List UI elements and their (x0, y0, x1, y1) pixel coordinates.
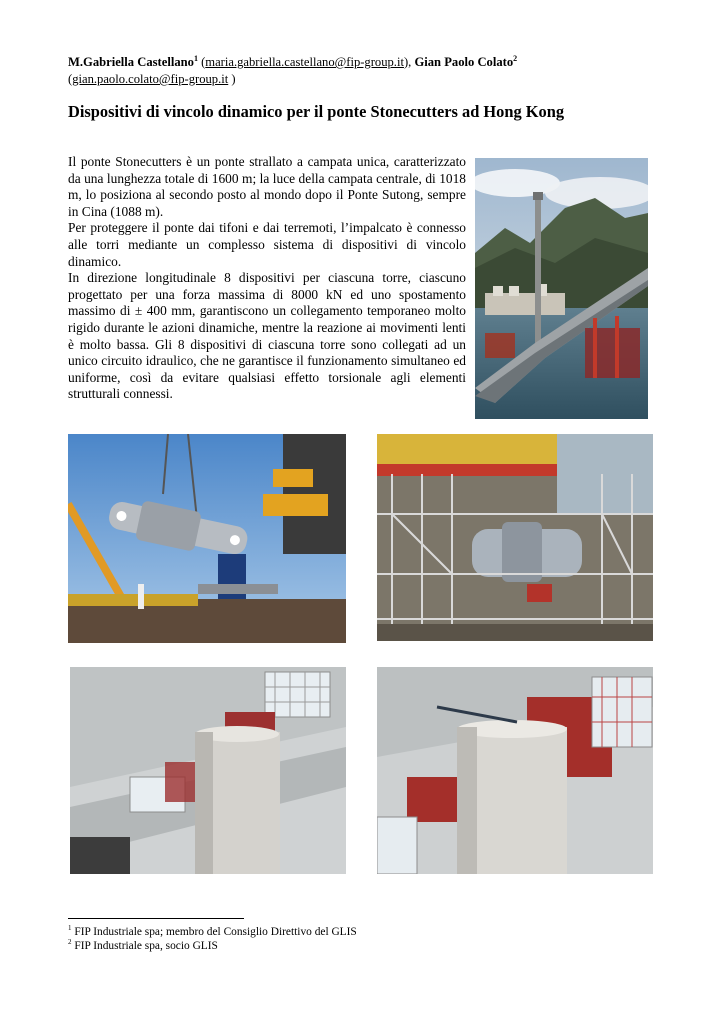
author-line: M.Gabriella Castellano$^1$ (maria.gabriella.castellano@fip-group.it), Gian Paolo Colato$^2$ (gian.paolo.colato@fip-group.it ) (68, 53, 518, 86)
paragraph: Per proteggere il ponte dai tifoni e dai terremoti, l’impalcato è connesso alle torri mediante un complesso sistema di dispositivi di vincolo dinamico. (68, 220, 466, 269)
author1-footnote-mark: 1 (193, 53, 198, 63)
device-lifting-photo (68, 434, 346, 643)
footnotes (68, 925, 357, 953)
tower-deck-photo-left (70, 667, 346, 874)
author2-name: Gian Paolo Colato (414, 55, 514, 69)
body-text (68, 154, 466, 403)
author2-footnote-mark: 2 (513, 53, 518, 63)
author2-email[interactable]: gian.paolo.colato@fip-group.it (72, 72, 229, 86)
footnote-divider (68, 918, 244, 919)
page-title: Dispositivi di vincolo dinamico per il ponte Stonecutters ad Hong Kong (68, 102, 565, 121)
tower-deck-photo-right (377, 667, 653, 874)
author1-email[interactable]: maria.gabriella.castellano@fip-group.it (205, 55, 404, 69)
paragraph: In direzione longitudinale 8 dispositivi per ciascuna torre, ciascuno progettato per una forza massima di 8000 kN ed uno spostamento massimo di ± 400 mm, garantiscono un collegamento temporaneo molto rigido durante le azioni dinamiche, mentre la reazione ai movimenti lenti è molto bassa. Gli 8 dispositivi di ciascuna torre sono collegati ad un unico circuito idraulico, che ne garantisce il funzionamento simultaneo ed uniforme, così da evitare qualsiasi effetto torsionale agli elementi strutturali connessi. (68, 270, 466, 402)
bridge-aerial-photo (475, 158, 648, 419)
author1-name: M.Gabriella Castellano (68, 55, 194, 69)
device-installation-photo (377, 434, 653, 641)
footnote-1: $^1$ FIP Industriale spa; membro del Consiglio Direttivo del GLIS (68, 924, 357, 938)
footnote-2: $^2$ FIP Industriale spa, socio GLIS (68, 938, 218, 952)
paragraph: Il ponte Stonecutters è un ponte strallato a campata unica, caratterizzato da una lunghezza totale di 1600 m; la luce della campata centrale, di 1018 m, lo posiziona al secondo posto al mondo dopo il Ponte Sutong, sempre in Cina (1088 m). (68, 154, 466, 219)
